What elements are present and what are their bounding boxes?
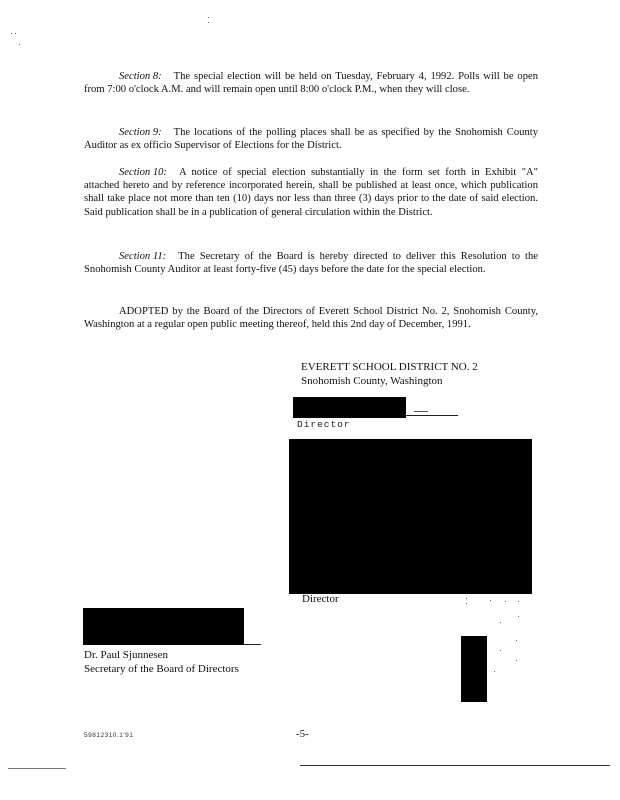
- footer-rule-left: [8, 768, 66, 769]
- secretary-title: Secretary of the Board of Directors: [84, 663, 239, 675]
- section-8-label: Section 8:: [119, 71, 162, 82]
- page-number: -5-: [296, 728, 309, 740]
- director-label-1: Director: [297, 419, 351, 430]
- section-8-text: The special election will be held on Tuesday, February 4, 1992. Polls will be open from 7:00 o'clock A.M. and will remain open until 8:00 o'clock P.M., when they will close.: [84, 71, 538, 96]
- scan-speck: [490, 600, 491, 601]
- district-name: EVERETT SCHOOL DISTRICT NO. 2: [301, 361, 478, 373]
- section-11-paragraph: [84, 250, 538, 276]
- section-9-label: Section 9:: [119, 127, 162, 138]
- scan-speck: [516, 660, 517, 661]
- document-code: 59812310.1'91: [84, 732, 134, 739]
- redaction-block-small: [461, 636, 487, 702]
- scan-speck: [15, 33, 16, 34]
- scan-speck: [208, 17, 209, 18]
- scan-speck: [518, 601, 519, 602]
- scan-speck: [518, 616, 519, 617]
- section-9-paragraph: [84, 126, 538, 152]
- adopted-text: ADOPTED by the Board of the Directors of Everett School District No. 2, Snohomish County, Washington at a regular open public meeting thereof, held this 2nd day of December, 1991.: [84, 306, 538, 331]
- redaction-block-large: [289, 439, 532, 594]
- scan-speck: [208, 22, 209, 23]
- scan-speck: [11, 33, 12, 34]
- section-9-text: The locations of the polling places shall be as specified by the Snohomish County Auditor as ex officio Supervisor of Elections for the District.: [84, 127, 538, 152]
- signature-line: [406, 415, 458, 416]
- secretary-block: [84, 648, 239, 676]
- redaction-block: [83, 608, 244, 645]
- section-8-paragraph: [84, 70, 538, 96]
- secretary-name: Dr. Paul Sjunnesen: [84, 649, 169, 661]
- scan-speck: [500, 650, 501, 651]
- signature-line: [244, 644, 261, 645]
- scan-speck: [505, 601, 506, 602]
- section-11-text: The Secretary of the Board is hereby directed to deliver this Resolution to the Snohomish County Auditor at least forty-five (45) days before the date for the special election.: [84, 251, 538, 276]
- footer-rule: [300, 765, 610, 766]
- section-10-text: A notice of special election substantially in the form set forth in Exhibit "A" attached hereto and by reference incorporated herein, shall be published at least once, which publication shall take place not more than ten (10) days nor less than three (3) days prior to the date of said election. Said publication shall be in a publication of general circulation within the District.: [84, 167, 538, 218]
- scan-speck: [494, 671, 495, 672]
- section-10-paragraph: [84, 166, 538, 219]
- district-block: [301, 361, 478, 388]
- scan-speck: [19, 44, 20, 45]
- director-label-2: Director: [302, 593, 339, 605]
- signature-mark: [414, 411, 428, 412]
- section-11-label: Section 11:: [119, 251, 167, 262]
- scan-speck: [466, 603, 467, 604]
- adopted-paragraph: [84, 305, 538, 331]
- section-10-label: Section 10:: [119, 167, 167, 178]
- redaction-block: [293, 397, 406, 418]
- district-location: Snohomish County, Washington: [301, 374, 443, 387]
- scan-speck: [466, 598, 467, 599]
- scan-speck: [500, 622, 501, 623]
- scan-speck: [516, 640, 517, 641]
